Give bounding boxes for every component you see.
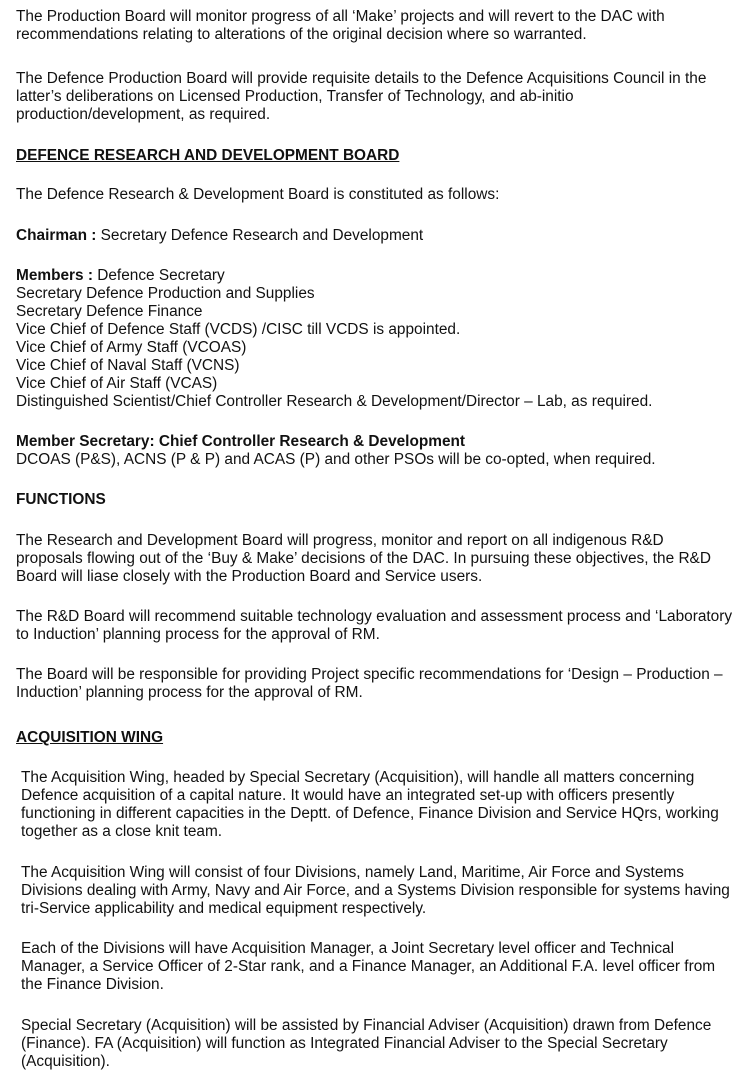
intro-paragraph-1: The Production Board will monitor progress of all ‘Make’ projects and will revert to the DAC with recommendations relating to alterations of the original decision where so warranted.: [16, 8, 665, 43]
members-label: Members :: [16, 267, 93, 284]
functions-heading: FUNCTIONS: [16, 491, 106, 508]
functions-paragraph-1: The Research and Development Board will progress, monitor and report on all indigenous R&D proposals flowing out of the ‘Buy & Make’ decisions of the DAC. In pursuing these objectives, the R&D Board will liase closely with the Production Board and Service users.: [16, 532, 711, 585]
member-secretary-block: [16, 433, 734, 469]
member-item: Distinguished Scientist/Chief Controller Research & Development/Director – Lab, as required.: [16, 393, 653, 410]
drdb-constituted-text: The Defence Research & Development Board is constituted as follows:: [16, 186, 500, 203]
chairman-label: Chairman :: [16, 227, 97, 244]
member-item: Vice Chief of Defence Staff (VCDS) /CISC till VCDS is appointed.: [16, 321, 461, 338]
member-item: Vice Chief of Army Staff (VCOAS): [16, 339, 247, 356]
chairman-line: [16, 227, 734, 245]
functions-paragraph-2: The R&D Board will recommend suitable technology evaluation and assessment process and ‘Laboratory to Induction’ planning process for the approval of RM.: [16, 608, 733, 643]
member-item: Secretary Defence Production and Supplies: [16, 285, 315, 302]
members-first-line: [16, 267, 734, 285]
functions-paragraph-3: The Board will be responsible for providing Project specific recommendations for ‘Design – Production – Induction’ planning process for the approval of RM.: [16, 666, 723, 701]
acquisition-paragraph-3: Each of the Divisions will have Acquisition Manager, a Joint Secretary level officer and Technical Manager, a Service Officer of 2-Star rank, and a Finance Manager, an Additional F.A. level officer from the Finance Division.: [21, 940, 716, 993]
member-item: Secretary Defence Finance: [16, 303, 203, 320]
member-secretary: Member Secretary: Chief Controller Research & Development: [16, 433, 466, 450]
members-first: Defence Secretary: [92, 267, 225, 284]
acquisition-paragraph-1: The Acquisition Wing, headed by Special Secretary (Acquisition), will handle all matters concerning Defence acquisition of a capital nature. It would have an integrated set-up with officers presently functioning in different capacities in the Deptt. of Defence, Finance Division and Service HQrs, working together as a close knit team.: [21, 769, 719, 840]
coopted-text: DCOAS (P&S), ACNS (P & P) and ACAS (P) and other PSOs will be co-opted, when required.: [16, 451, 656, 468]
member-item: Vice Chief of Naval Staff (VCNS): [16, 357, 240, 374]
acquisition-heading: ACQUISITION WING: [16, 729, 164, 746]
drdb-heading: DEFENCE RESEARCH AND DEVELOPMENT BOARD: [16, 147, 400, 164]
members-list: [16, 267, 734, 411]
acquisition-paragraph-2: The Acquisition Wing will consist of four Divisions, namely Land, Maritime, Air Force and Systems Divisions dealing with Army, Navy and Air Force, and a Systems Division responsible for systems having tri-Service applicability and medical equipment respectively.: [21, 864, 730, 917]
intro-paragraph-2: The Defence Production Board will provide requisite details to the Defence Acquisitions Council in the latter’s deliberations on Licensed Production, Transfer of Technology, and ab-initio production/development, as required.: [16, 70, 707, 123]
chairman-value: Secretary Defence Research and Development: [96, 227, 424, 244]
member-item: Vice Chief of Air Staff (VCAS): [16, 375, 218, 392]
acquisition-paragraph-4: Special Secretary (Acquisition) will be assisted by Financial Adviser (Acquisition) drawn from Defence (Finance). FA (Acquisition) will function as Integrated Financial Adviser to the Special Secretary (Acquisition).: [21, 1017, 712, 1070]
